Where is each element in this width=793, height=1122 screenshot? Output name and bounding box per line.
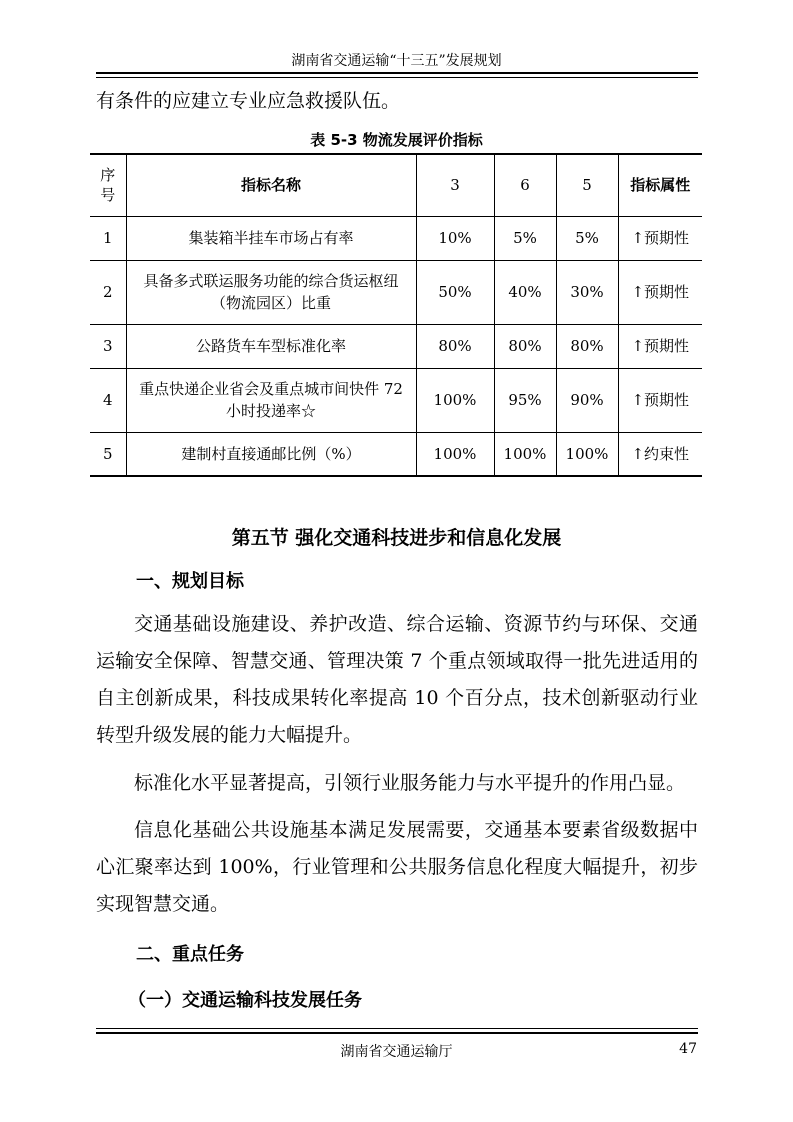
table-header-row [90, 154, 702, 216]
row-name: 公路货车车型标准化率 [126, 324, 416, 368]
heading-subtask: （一）交通运输科技发展任务 [128, 990, 362, 1011]
header-no-text: 序号 [100, 166, 116, 205]
row-no: 1 [90, 216, 126, 260]
paragraph-goals-3: 信息化基础公共设施基本满足发展需要，交通基本要素省级数据中心汇聚率达到 100%，行业管理和公共服务信息化程度大幅提升，初步实现智慧交通。 [96, 819, 698, 915]
paragraph-goals-2: 标准化水平显著提高，引领行业服务能力与水平提升的作用凸显。 [134, 772, 686, 794]
row-value: 95% [494, 368, 556, 432]
header-rule-thick [96, 72, 698, 74]
row-value: 5% [494, 216, 556, 260]
heading-goals: 一、规划目标 [136, 571, 244, 592]
metrics-table [90, 153, 702, 477]
section-title: 第五节 强化交通科技进步和信息化发展 [231, 527, 562, 549]
row-attr: ↑预期性 [618, 216, 702, 260]
row-value: 80% [556, 324, 618, 368]
row-name: 集装箱半挂车市场占有率 [126, 216, 416, 260]
row-value: 50% [416, 260, 494, 324]
row-no: 3 [90, 324, 126, 368]
heading-tasks: 二、重点任务 [136, 944, 244, 965]
header-col-5: 5 [556, 154, 618, 216]
table-caption: 表 5-3 物流发展评价指标 [310, 131, 483, 149]
page-header-title: 湖南省交通运输“十三五”发展规划 [291, 53, 502, 69]
table-row [90, 216, 702, 260]
footer-rule-thick [96, 1032, 698, 1034]
footer-rule-thin [96, 1028, 698, 1029]
row-name: 建制村直接通邮比例（%） [126, 432, 416, 476]
row-attr: ↑预期性 [618, 260, 702, 324]
row-attr: ↑约束性 [618, 432, 702, 476]
header-name: 指标名称 [126, 154, 416, 216]
intro-line: 有条件的应建立专业应急救援队伍。 [96, 90, 401, 112]
header-rule-thin [96, 77, 698, 78]
row-value: 80% [416, 324, 494, 368]
header-col-3: 3 [416, 154, 494, 216]
row-value: 40% [494, 260, 556, 324]
paragraph-goals-1: 交通基础设施建设、养护改造、综合运输、资源节约与环保、交通运输安全保障、智慧交通、管理决策 7 个重点领域取得一批先进适用的自主创新成果，科技成果转化率提高 10 个百分点，技术创新驱动行业转型升级发展的能力大幅提升。 [96, 613, 698, 746]
table-row [90, 324, 702, 368]
row-value: 30% [556, 260, 618, 324]
row-no: 4 [90, 368, 126, 432]
row-value: 100% [416, 368, 494, 432]
table-row [90, 368, 702, 432]
row-attr: ↑预期性 [618, 324, 702, 368]
row-no: 2 [90, 260, 126, 324]
header-no [90, 154, 126, 216]
page-number: 47 [679, 1041, 697, 1057]
row-no: 5 [90, 432, 126, 476]
table-row [90, 260, 702, 324]
row-name: 重点快递企业省会及重点城市间快件 72 小时投递率☆ [126, 368, 416, 432]
header-attr: 指标属性 [618, 154, 702, 216]
row-value: 10% [416, 216, 494, 260]
row-value: 100% [556, 432, 618, 476]
row-attr: ↑预期性 [618, 368, 702, 432]
header-col-6: 6 [494, 154, 556, 216]
table-row [90, 432, 702, 476]
row-name: 具备多式联运服务功能的综合货运枢纽（物流园区）比重 [126, 260, 416, 324]
row-value: 80% [494, 324, 556, 368]
footer-org: 湖南省交通运输厅 [340, 1044, 453, 1060]
row-value: 90% [556, 368, 618, 432]
row-value: 5% [556, 216, 618, 260]
row-value: 100% [494, 432, 556, 476]
row-value: 100% [416, 432, 494, 476]
